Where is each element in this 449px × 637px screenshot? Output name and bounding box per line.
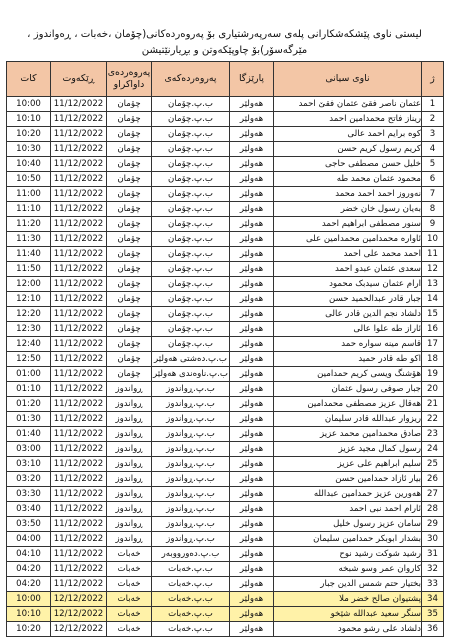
cell-directorate: ڕواندوز xyxy=(107,487,152,502)
cell-date: 11/12/2022 xyxy=(51,142,107,157)
cell-province: هەولێر xyxy=(230,232,274,247)
cell-province: هەولێر xyxy=(230,277,274,292)
cell-name: ریناز فاتح محمدامین احمد xyxy=(274,112,422,127)
cell-time: 03:50 xyxy=(7,517,51,532)
cell-department: ب.پ.چۆمان xyxy=(152,217,230,232)
cell-number: 14 xyxy=(422,292,444,307)
table-row xyxy=(7,112,444,127)
cell-province: هەولێر xyxy=(230,457,274,472)
cell-province: هەولێر xyxy=(230,187,274,202)
cell-province: هەولێر xyxy=(230,97,274,112)
table-body xyxy=(7,97,444,637)
cell-name: بشدار ابوبکر حمدامین سلیمان xyxy=(274,532,422,547)
cell-name: سلیم ابراهیم علی عزیز xyxy=(274,457,422,472)
cell-time: 03:30 xyxy=(7,487,51,502)
cell-number: 3 xyxy=(422,127,444,142)
cell-date: 11/12/2022 xyxy=(51,427,107,442)
table-row xyxy=(7,337,444,352)
cell-number: 4 xyxy=(422,142,444,157)
cell-date: 11/12/2022 xyxy=(51,562,107,577)
cell-directorate: ڕواندوز xyxy=(107,412,152,427)
table-row xyxy=(7,502,444,517)
cell-name: سعدی عثمان عبدو احمد xyxy=(274,262,422,277)
cell-number: 16 xyxy=(422,322,444,337)
cell-directorate: ڕواندوز xyxy=(107,517,152,532)
cell-name: کریم رسول کریم حسن xyxy=(274,142,422,157)
cell-date: 11/12/2022 xyxy=(51,367,107,382)
cell-name: ئارام احمد نبی احمد xyxy=(274,502,422,517)
cell-directorate: ڕواندوز xyxy=(107,472,152,487)
cell-department: ب.پ.خەبات xyxy=(152,622,230,637)
table-row xyxy=(7,592,444,607)
cell-time: 04:20 xyxy=(7,562,51,577)
table-row xyxy=(7,277,444,292)
cell-date: 12/12/2022 xyxy=(51,622,107,637)
cell-province: هەولێر xyxy=(230,517,274,532)
cell-name: کوە برایم احمد عالی xyxy=(274,127,422,142)
cell-department: ب.پ.چۆمان xyxy=(152,142,230,157)
cell-directorate: چۆمان xyxy=(107,172,152,187)
cell-province: هەولێر xyxy=(230,202,274,217)
cell-date: 11/12/2022 xyxy=(51,487,107,502)
cell-department: ب.پ.چۆمان xyxy=(152,277,230,292)
cell-province: هەولێر xyxy=(230,142,274,157)
cell-directorate: چۆمان xyxy=(107,337,152,352)
cell-number: 21 xyxy=(422,397,444,412)
cell-date: 11/12/2022 xyxy=(51,277,107,292)
cell-time: 01:00 xyxy=(7,367,51,382)
cell-province: هەولێر xyxy=(230,397,274,412)
table-row xyxy=(7,322,444,337)
cell-name: هەورین عزیز حمدامین عبداللە xyxy=(274,487,422,502)
cell-directorate: چۆمان xyxy=(107,292,152,307)
cell-name: رشید شوکت رشید نوح xyxy=(274,547,422,562)
table-row xyxy=(7,607,444,622)
cell-province: هەولێر xyxy=(230,172,274,187)
cell-date: 11/12/2022 xyxy=(51,352,107,367)
table-row xyxy=(7,232,444,247)
cell-time: 03:00 xyxy=(7,442,51,457)
cell-time: 04:20 xyxy=(7,577,51,592)
cell-department: ب.پ.خەبات xyxy=(152,577,230,592)
cell-name: محمود عثمان محمد طه xyxy=(274,172,422,187)
cell-number: 34 xyxy=(422,592,444,607)
table-row xyxy=(7,517,444,532)
cell-time: 01:10 xyxy=(7,382,51,397)
cell-department: ب.پ.چۆمان xyxy=(152,112,230,127)
cell-time: 10:20 xyxy=(7,127,51,142)
cell-name: پشتیوان صالح خضر ملا xyxy=(274,592,422,607)
cell-department: ب.پ.چۆمان xyxy=(152,157,230,172)
cell-time: 12:10 xyxy=(7,292,51,307)
cell-department: ب.پ.دەشتی هەولێر xyxy=(152,352,230,367)
cell-date: 11/12/2022 xyxy=(51,397,107,412)
header-directorate: پەروەردەی داواکراو xyxy=(107,62,152,97)
cell-time: 12:40 xyxy=(7,337,51,352)
cell-province: هەولێر xyxy=(230,157,274,172)
cell-province: هەولێر xyxy=(230,127,274,142)
cell-time: 10:40 xyxy=(7,157,51,172)
cell-department: ب.پ.چۆمان xyxy=(152,262,230,277)
cell-department: ب.پ.چۆمان xyxy=(152,97,230,112)
cell-province: هەولێر xyxy=(230,442,274,457)
table-row xyxy=(7,187,444,202)
cell-number: 2 xyxy=(422,112,444,127)
cell-directorate: چۆمان xyxy=(107,127,152,142)
cell-directorate: خەبات xyxy=(107,547,152,562)
cell-province: هەولێر xyxy=(230,322,274,337)
cell-name: رسول کمال مجید عزیز xyxy=(274,442,422,457)
cell-date: 11/12/2022 xyxy=(51,112,107,127)
cell-department: ب.پ.ڕواندوز xyxy=(152,487,230,502)
cell-department: ب.پ.چۆمان xyxy=(152,322,230,337)
cell-province: هەولێر xyxy=(230,382,274,397)
cell-directorate: چۆمان xyxy=(107,202,152,217)
table-header-row xyxy=(7,62,444,97)
cell-date: 11/12/2022 xyxy=(51,532,107,547)
cell-name: سامان عزیز رسول خلیل xyxy=(274,517,422,532)
cell-directorate: خەبات xyxy=(107,622,152,637)
cell-time: 03:40 xyxy=(7,502,51,517)
cell-name: کاروان عمر وسو شبخە xyxy=(274,562,422,577)
cell-time: 11:40 xyxy=(7,247,51,262)
header-name: ناوی سیانی xyxy=(274,62,422,97)
cell-number: 19 xyxy=(422,367,444,382)
cell-province: هەولێر xyxy=(230,247,274,262)
table-row xyxy=(7,457,444,472)
cell-province: هەولێر xyxy=(230,427,274,442)
cell-province: هەولێر xyxy=(230,487,274,502)
cell-directorate: خەبات xyxy=(107,562,152,577)
cell-number: 27 xyxy=(422,487,444,502)
cell-date: 12/12/2022 xyxy=(51,607,107,622)
cell-name: عثمان ناصر فقێ عثمان فقێ احمد xyxy=(274,97,422,112)
cell-department: ب.پ.ڕواندوز xyxy=(152,427,230,442)
cell-directorate: ڕواندوز xyxy=(107,502,152,517)
cell-date: 11/12/2022 xyxy=(51,202,107,217)
cell-name: صادق محمدامین محمد عزیز xyxy=(274,427,422,442)
cell-name: جبار صوفی رسول عثمان xyxy=(274,382,422,397)
cell-department: ب.پ.خەبات xyxy=(152,592,230,607)
header-province: پارێزگا xyxy=(230,62,274,97)
cell-date: 11/12/2022 xyxy=(51,292,107,307)
cell-province: هەولێر xyxy=(230,262,274,277)
cell-directorate: ڕواندوز xyxy=(107,427,152,442)
cell-name: ئاوارە محمدامین محمدامین علی xyxy=(274,232,422,247)
cell-directorate: ڕواندوز xyxy=(107,532,152,547)
cell-date: 11/12/2022 xyxy=(51,472,107,487)
cell-date: 11/12/2022 xyxy=(51,247,107,262)
cell-date: 11/12/2022 xyxy=(51,127,107,142)
cell-number: 17 xyxy=(422,337,444,352)
table-row xyxy=(7,217,444,232)
cell-directorate: ڕواندوز xyxy=(107,442,152,457)
cell-date: 11/12/2022 xyxy=(51,412,107,427)
cell-date: 11/12/2022 xyxy=(51,307,107,322)
table-row xyxy=(7,442,444,457)
cell-province: هەولێر xyxy=(230,547,274,562)
cell-department: ب.پ.چۆمان xyxy=(152,292,230,307)
cell-number: 5 xyxy=(422,157,444,172)
table-row xyxy=(7,397,444,412)
cell-date: 11/12/2022 xyxy=(51,442,107,457)
cell-number: 30 xyxy=(422,532,444,547)
cell-date: 11/12/2022 xyxy=(51,232,107,247)
cell-number: 20 xyxy=(422,382,444,397)
cell-directorate: خەبات xyxy=(107,577,152,592)
cell-time: 01:30 xyxy=(7,412,51,427)
cell-date: 11/12/2022 xyxy=(51,517,107,532)
cell-date: 11/12/2022 xyxy=(51,382,107,397)
cell-name: جبار قادر عبدالحمید حسن xyxy=(274,292,422,307)
cell-directorate: چۆمان xyxy=(107,97,152,112)
cell-department: ب.پ.چۆمان xyxy=(152,232,230,247)
cell-date: 12/12/2022 xyxy=(51,592,107,607)
cell-province: هەولێر xyxy=(230,337,274,352)
cell-province: هەولێر xyxy=(230,112,274,127)
cell-province: هەولێر xyxy=(230,217,274,232)
cell-number: 9 xyxy=(422,217,444,232)
cell-department: ب.پ.ڕواندوز xyxy=(152,382,230,397)
cell-province: هەولێر xyxy=(230,352,274,367)
cell-number: 13 xyxy=(422,277,444,292)
cell-department: ب.پ.چۆمان xyxy=(152,202,230,217)
cell-province: هەولێر xyxy=(230,367,274,382)
cell-directorate: چۆمان xyxy=(107,262,152,277)
cell-name: دلشاد علی رشو محمود xyxy=(274,622,422,637)
cell-time: 10:10 xyxy=(7,607,51,622)
cell-time: 10:10 xyxy=(7,112,51,127)
cell-department: ب.پ.ڕواندوز xyxy=(152,397,230,412)
cell-department: ب.پ.ڕواندوز xyxy=(152,502,230,517)
cell-department: ب.پ.چۆمان xyxy=(152,127,230,142)
cell-date: 11/12/2022 xyxy=(51,262,107,277)
cell-province: هەولێر xyxy=(230,607,274,622)
cell-number: 18 xyxy=(422,352,444,367)
header-department: پەروەردەکەی xyxy=(152,62,230,97)
table-row xyxy=(7,532,444,547)
cell-province: هەولێر xyxy=(230,307,274,322)
cell-name: ریزوار عبداللە قادر سلیمان xyxy=(274,412,422,427)
cell-department: ب.پ.ناوەندی هەولێر xyxy=(152,367,230,382)
cell-name: ئاراز طه علوا عالی xyxy=(274,322,422,337)
cell-department: ب.پ.ڕواندوز xyxy=(152,472,230,487)
cell-number: 11 xyxy=(422,247,444,262)
cell-time: 11:50 xyxy=(7,262,51,277)
cell-time: 03:20 xyxy=(7,472,51,487)
cell-province: هەولێر xyxy=(230,412,274,427)
cell-province: هەولێر xyxy=(230,577,274,592)
cell-name: بیار ئازاد حمدامین حسن xyxy=(274,472,422,487)
table-row xyxy=(7,352,444,367)
table-row xyxy=(7,157,444,172)
table-row xyxy=(7,382,444,397)
table-row xyxy=(7,97,444,112)
cell-directorate: ڕواندوز xyxy=(107,382,152,397)
table-row xyxy=(7,127,444,142)
cell-directorate: چۆمان xyxy=(107,277,152,292)
cell-directorate: ڕواندوز xyxy=(107,397,152,412)
cell-date: 11/12/2022 xyxy=(51,172,107,187)
cell-number: 32 xyxy=(422,562,444,577)
table-row xyxy=(7,577,444,592)
cell-time: 03:10 xyxy=(7,457,51,472)
cell-time: 10:00 xyxy=(7,592,51,607)
cell-department: ب.پ.ڕواندوز xyxy=(152,442,230,457)
cell-number: 35 xyxy=(422,607,444,622)
cell-number: 6 xyxy=(422,172,444,187)
cell-directorate: چۆمان xyxy=(107,367,152,382)
cell-time: 10:00 xyxy=(7,97,51,112)
cell-directorate: چۆمان xyxy=(107,142,152,157)
cell-name: سنور مصطفی ابراهیم احمد xyxy=(274,217,422,232)
cell-name: قاسم مینە سوارە حمد xyxy=(274,337,422,352)
cell-time: 04:00 xyxy=(7,532,51,547)
cell-date: 11/12/2022 xyxy=(51,577,107,592)
cell-number: 25 xyxy=(422,457,444,472)
table-row xyxy=(7,487,444,502)
cell-date: 11/12/2022 xyxy=(51,547,107,562)
cell-time: 11:30 xyxy=(7,232,51,247)
cell-number: 22 xyxy=(422,412,444,427)
cell-number: 33 xyxy=(422,577,444,592)
cell-time: 11:20 xyxy=(7,217,51,232)
table-row xyxy=(7,427,444,442)
cell-directorate: ڕواندوز xyxy=(107,457,152,472)
cell-name: ارام عثمان سیدبک محمود xyxy=(274,277,422,292)
cell-department: ب.پ.ڕواندوز xyxy=(152,532,230,547)
cell-date: 11/12/2022 xyxy=(51,502,107,517)
cell-name: هۆشنگ ویسی کریم حمدامین xyxy=(274,367,422,382)
cell-name: نەوروز احمد احمد محمد xyxy=(274,187,422,202)
cell-department: ب.پ.دەورووبەر xyxy=(152,547,230,562)
cell-province: هەولێر xyxy=(230,622,274,637)
cell-department: ب.پ.چۆمان xyxy=(152,307,230,322)
cell-number: 7 xyxy=(422,187,444,202)
cell-time: 12:20 xyxy=(7,307,51,322)
cell-time: 11:10 xyxy=(7,202,51,217)
table-row xyxy=(7,412,444,427)
cell-number: 31 xyxy=(422,547,444,562)
cell-directorate: چۆمان xyxy=(107,307,152,322)
cell-province: هەولێر xyxy=(230,532,274,547)
cell-name: بەیان رسول خان خضر xyxy=(274,202,422,217)
cell-directorate: چۆمان xyxy=(107,187,152,202)
cell-time: 01:20 xyxy=(7,397,51,412)
cell-time: 12:00 xyxy=(7,277,51,292)
header-date: ڕێکەوت xyxy=(51,62,107,97)
cell-number: 36 xyxy=(422,622,444,637)
cell-number: 10 xyxy=(422,232,444,247)
cell-directorate: چۆمان xyxy=(107,322,152,337)
table-row xyxy=(7,562,444,577)
table-row xyxy=(7,292,444,307)
table-row xyxy=(7,367,444,382)
header-time: کات xyxy=(7,62,51,97)
table-row xyxy=(7,472,444,487)
cell-department: ب.پ.خەبات xyxy=(152,562,230,577)
cell-name: اکو طە قادر حمید xyxy=(274,352,422,367)
cell-date: 11/12/2022 xyxy=(51,337,107,352)
cell-directorate: چۆمان xyxy=(107,247,152,262)
cell-province: هەولێر xyxy=(230,472,274,487)
cell-directorate: خەبات xyxy=(107,607,152,622)
cell-department: ب.پ.چۆمان xyxy=(152,337,230,352)
cell-number: 28 xyxy=(422,502,444,517)
cell-province: هەولێر xyxy=(230,502,274,517)
cell-province: هەولێر xyxy=(230,292,274,307)
cell-time: 12:30 xyxy=(7,322,51,337)
table-row xyxy=(7,142,444,157)
cell-department: ب.پ.خەبات xyxy=(152,607,230,622)
cell-name: سنگر سعید عبداللە شێخو xyxy=(274,607,422,622)
candidates-table xyxy=(6,61,444,637)
cell-name: خلیل حسن مصطفی حاجی xyxy=(274,157,422,172)
cell-number: 1 xyxy=(422,97,444,112)
table-row xyxy=(7,172,444,187)
cell-province: هەولێر xyxy=(230,592,274,607)
cell-name: دلشاد نجم الدین قادر عالی xyxy=(274,307,422,322)
cell-time: 10:30 xyxy=(7,142,51,157)
cell-date: 11/12/2022 xyxy=(51,457,107,472)
cell-number: 23 xyxy=(422,427,444,442)
table-row xyxy=(7,202,444,217)
cell-directorate: چۆمان xyxy=(107,112,152,127)
cell-time: 12:50 xyxy=(7,352,51,367)
cell-department: ب.پ.چۆمان xyxy=(152,247,230,262)
cell-name: احمد محمد علی احمد xyxy=(274,247,422,262)
cell-name: بختیار حتم شمس الدین جبار xyxy=(274,577,422,592)
cell-department: ب.پ.ڕواندوز xyxy=(152,517,230,532)
cell-province: هەولێر xyxy=(230,562,274,577)
table-row xyxy=(7,547,444,562)
cell-time: 10:20 xyxy=(7,622,51,637)
cell-time: 04:10 xyxy=(7,547,51,562)
cell-directorate: خەبات xyxy=(107,592,152,607)
cell-date: 11/12/2022 xyxy=(51,217,107,232)
cell-directorate: چۆمان xyxy=(107,157,152,172)
cell-department: ب.پ.ڕواندوز xyxy=(152,412,230,427)
cell-number: 24 xyxy=(422,442,444,457)
cell-date: 11/12/2022 xyxy=(51,322,107,337)
table-row xyxy=(7,307,444,322)
cell-number: 12 xyxy=(422,262,444,277)
cell-number: 29 xyxy=(422,517,444,532)
cell-date: 11/12/2022 xyxy=(51,157,107,172)
cell-number: 15 xyxy=(422,307,444,322)
document-title: لیستی ناوی پێشکەشکارانی پلەی سەرپەرشتیاری بۆ پەروەردەکانی(چۆمان ،خەبات ، ڕەواندوز ، مێرگەسۆر)بۆ چاوپێکەوتن و بڕیارنێتیشن xyxy=(27,29,422,56)
cell-department: ب.پ.چۆمان xyxy=(152,172,230,187)
cell-number: 26 xyxy=(422,472,444,487)
table-row xyxy=(7,247,444,262)
cell-number: 8 xyxy=(422,202,444,217)
table-row xyxy=(7,622,444,637)
cell-time: 11:00 xyxy=(7,187,51,202)
cell-department: ب.پ.چۆمان xyxy=(152,187,230,202)
cell-time: 01:40 xyxy=(7,427,51,442)
header-number: ژ xyxy=(422,62,444,97)
cell-directorate: چۆمان xyxy=(107,352,152,367)
cell-directorate: چۆمان xyxy=(107,217,152,232)
cell-date: 11/12/2022 xyxy=(51,187,107,202)
cell-department: ب.پ.ڕواندوز xyxy=(152,457,230,472)
cell-time: 10:50 xyxy=(7,172,51,187)
cell-directorate: چۆمان xyxy=(107,232,152,247)
cell-date: 11/12/2022 xyxy=(51,97,107,112)
table-row xyxy=(7,262,444,277)
cell-name: هەقال عزیز مصطفی محمدامین xyxy=(274,397,422,412)
